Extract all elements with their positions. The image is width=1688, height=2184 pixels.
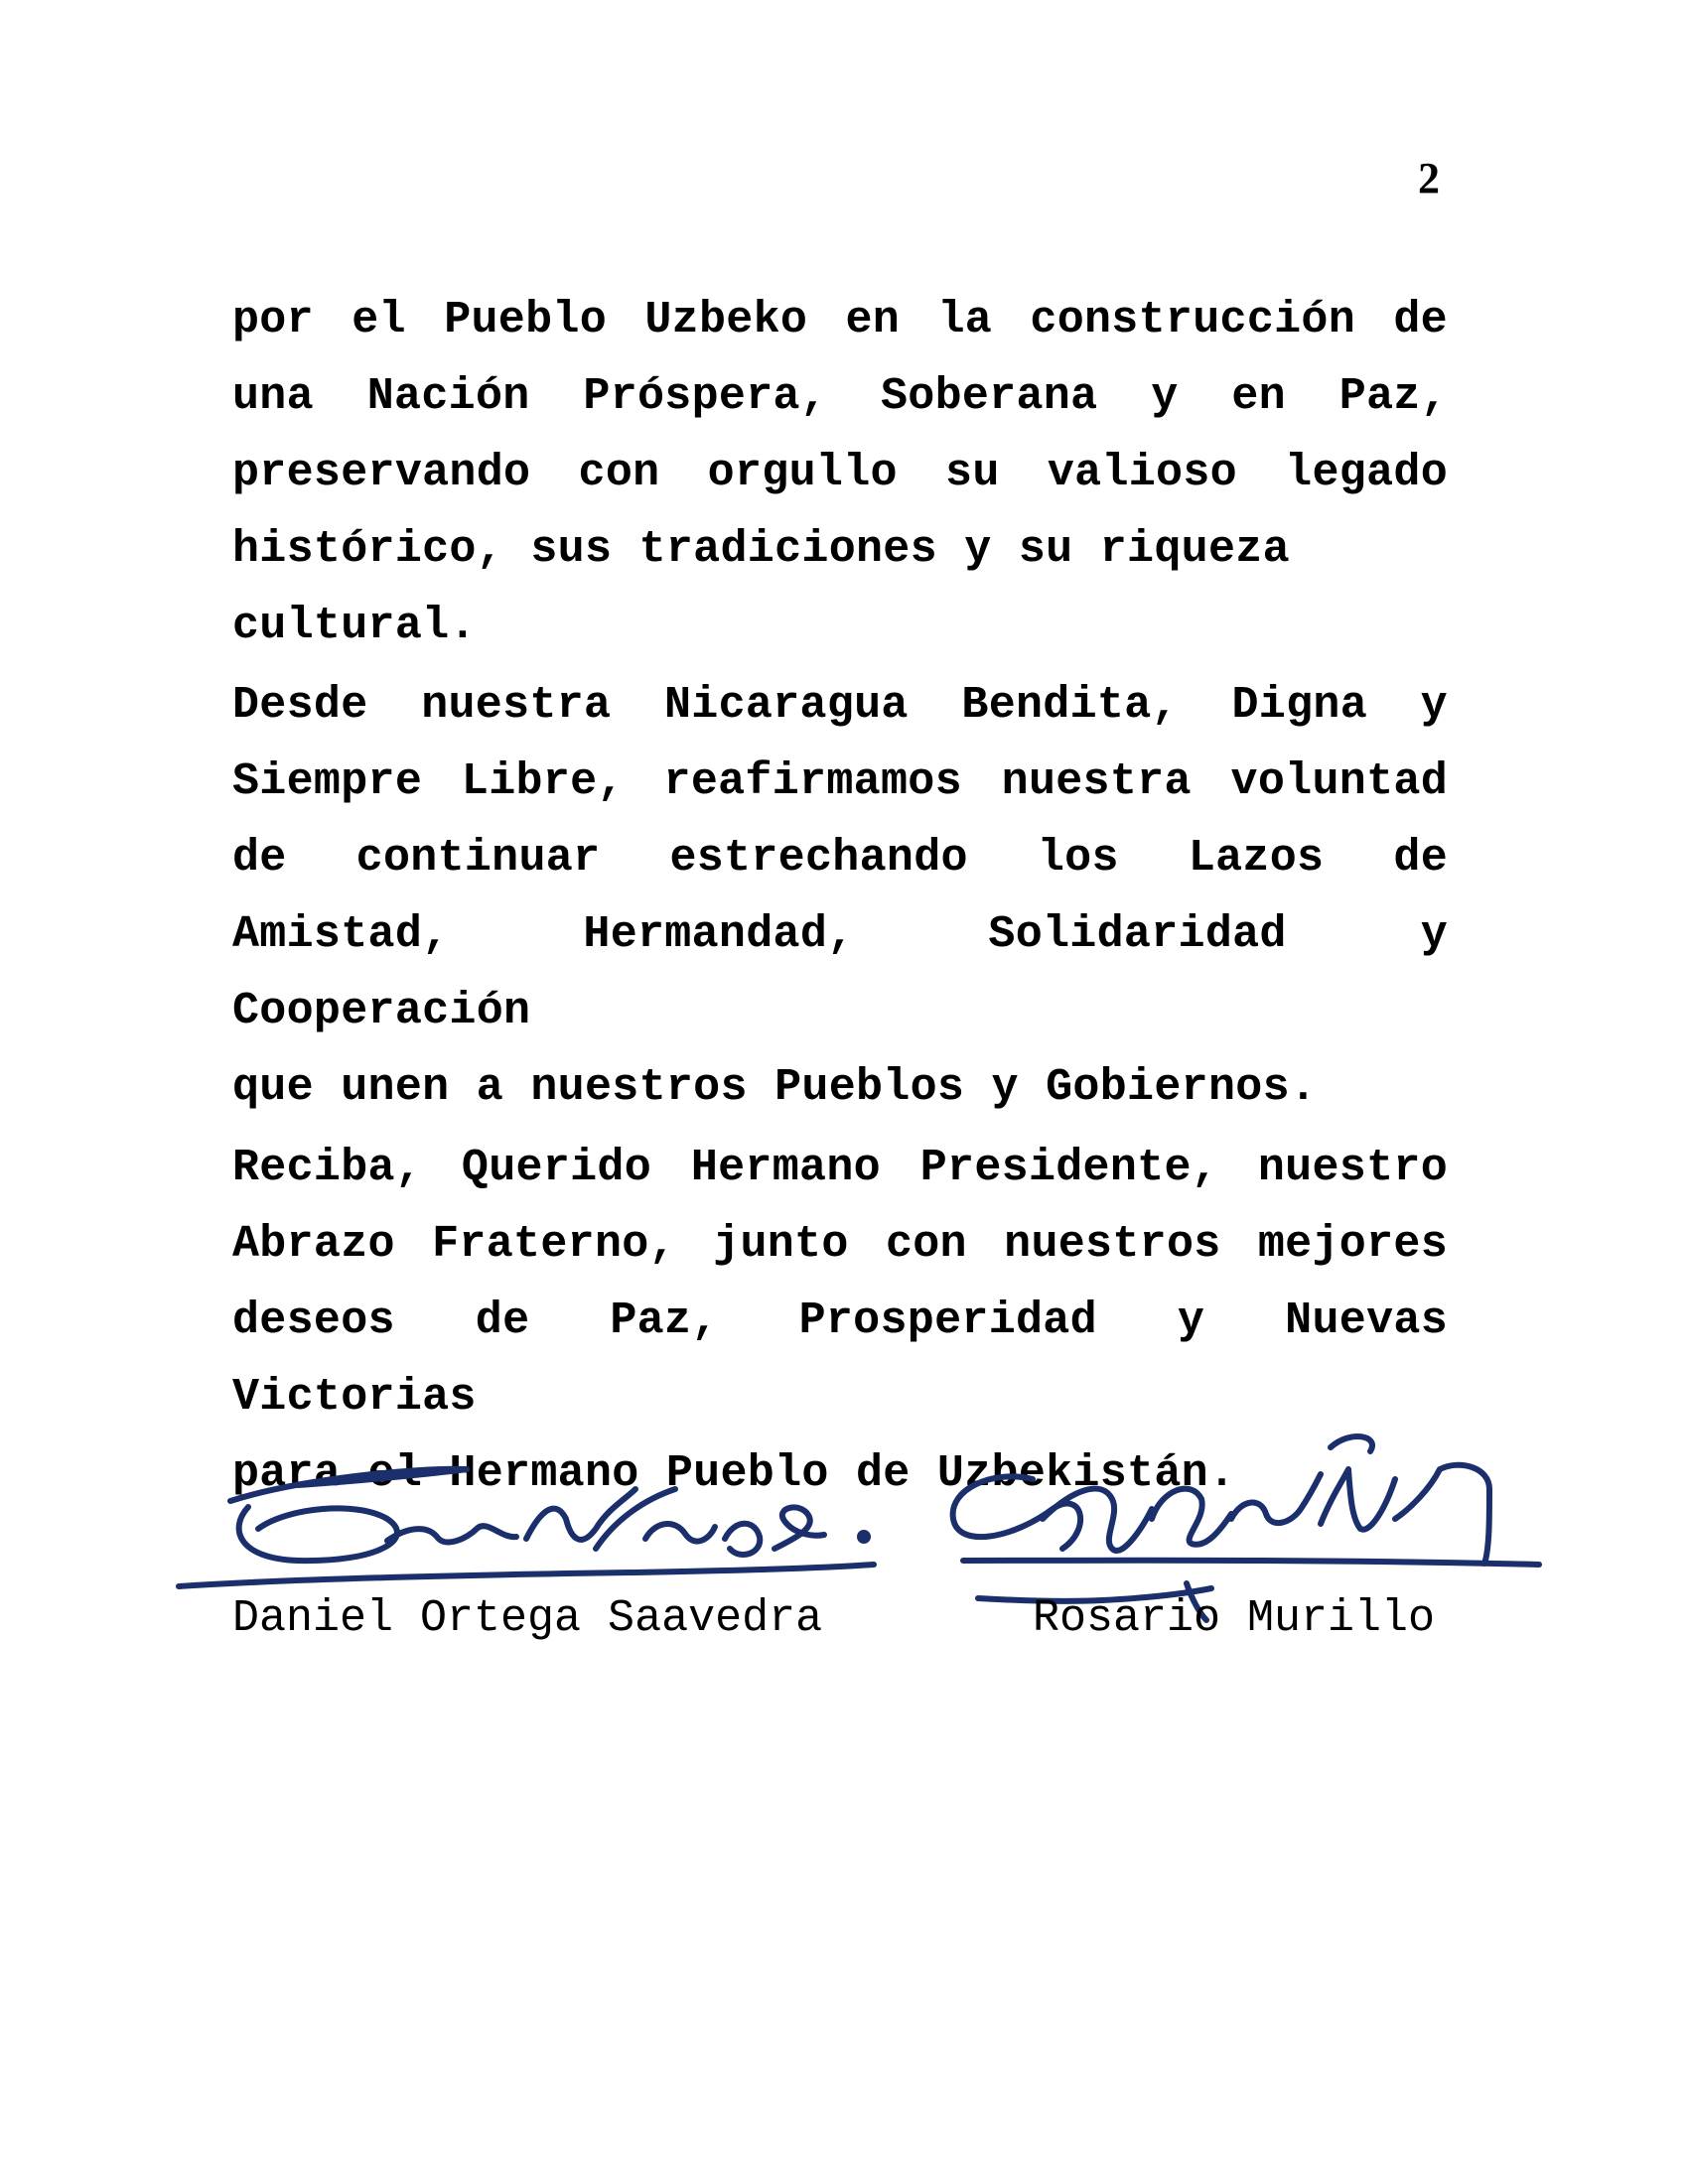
signer-name-1: Daniel Ortega Saavedra <box>232 1593 823 1644</box>
text-line: Desde nuestra Nicaragua Bendita, Digna y <box>232 680 1448 731</box>
page-number: 2 <box>1418 154 1440 203</box>
signer-name-2: Rosario Murillo <box>1033 1593 1436 1644</box>
text-line: una Nación Próspera, Soberana y en Paz, <box>232 371 1448 422</box>
letter-paragraph-1 <box>232 282 1448 664</box>
text-line: de continuar estrechando los Lazos de <box>232 833 1448 884</box>
text-line: Abrazo Fraterno, junto con nuestros mejores <box>232 1219 1448 1270</box>
text-line: Amistad, Hermandad, Solidaridad y Cooperación <box>232 909 1448 1036</box>
text-line: preservando con orgullo su valioso legado <box>232 448 1448 498</box>
text-line: Reciba, Querido Hermano Presidente, nuestro <box>232 1143 1448 1193</box>
text-line: Siempre Libre, reafirmamos nuestra voluntad <box>232 756 1448 807</box>
text-line: deseos de Paz, Prosperidad y Nuevas Victorias <box>232 1296 1448 1423</box>
text-line: para el Hermano Pueblo de Uzbekistán. <box>232 1448 1236 1499</box>
letter-paragraph-2 <box>232 667 1448 1126</box>
signature-daniel-ortega <box>179 1469 874 1586</box>
text-line: que unen a nuestros Pueblos y Gobiernos. <box>232 1062 1318 1113</box>
text-line: histórico, sus tradiciones y su riqueza cultural. <box>232 524 1290 651</box>
text-line: por el Pueblo Uzbeko en la construcción de <box>232 295 1448 345</box>
